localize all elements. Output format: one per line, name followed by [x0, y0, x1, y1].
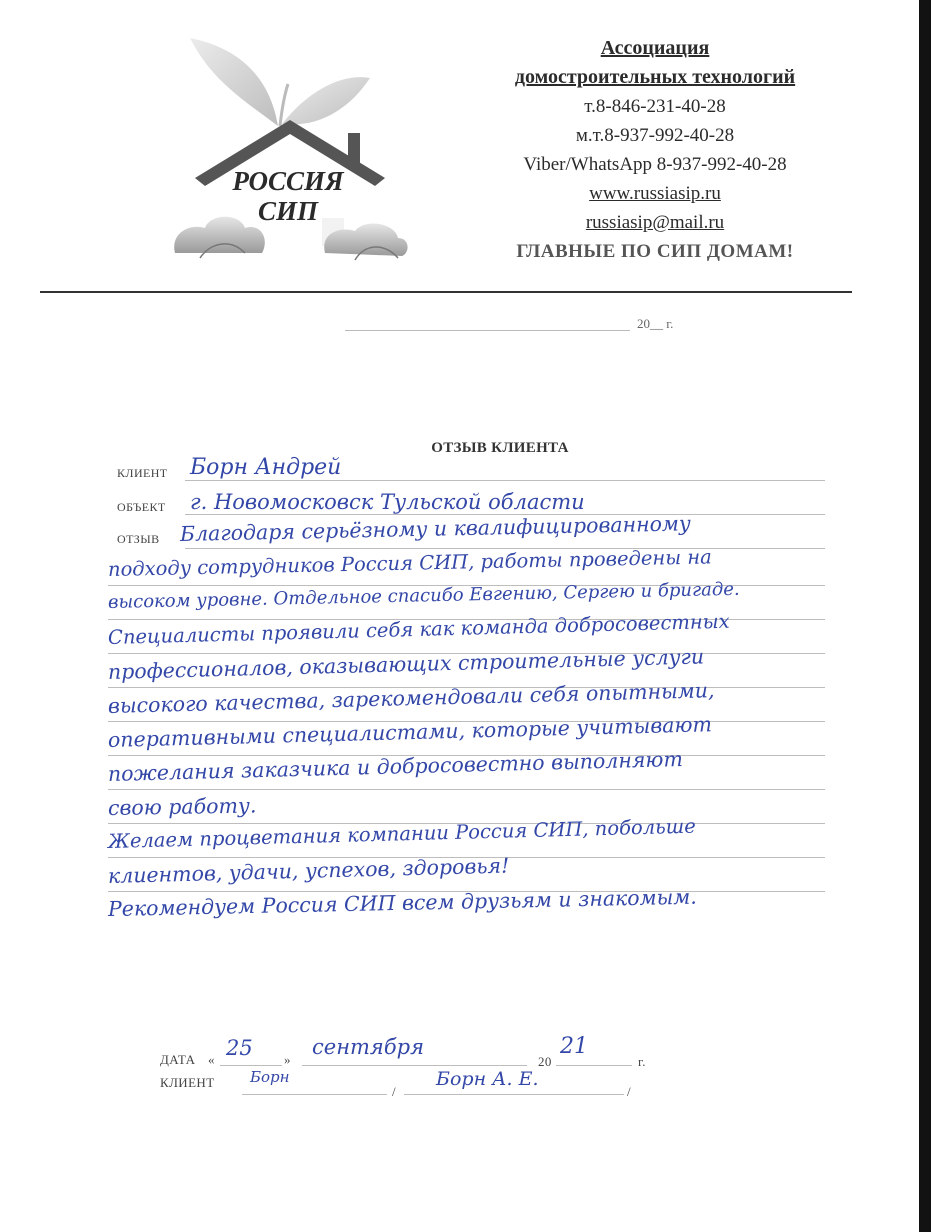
object-value: г. Новомосковск Тульской области: [190, 490, 585, 514]
messenger-number: Viber/WhatsApp 8-937-992-40-28: [523, 154, 787, 175]
review-line: [108, 789, 825, 790]
date-close-quote: »: [284, 1052, 291, 1067]
client-value: Борн Андрей: [190, 455, 342, 480]
logo-text-line2: СИП: [257, 196, 319, 226]
organization-name-line1: Ассоциация: [600, 37, 710, 59]
signature-client-label: КЛИЕНТ: [160, 1075, 215, 1090]
signature-line: [242, 1094, 387, 1095]
object-label: ОБЪЕКТ: [117, 500, 166, 514]
slogan: ГЛАВНЫЕ ПО СИП ДОМАМ!: [516, 241, 794, 262]
organization-name-line2: домостроительных технологий: [514, 66, 796, 88]
letterhead-contacts: [455, 34, 855, 266]
review-line-text: Специалисты проявили себя как команда добросовестных: [107, 609, 730, 649]
date-blank-line: [345, 314, 630, 331]
day-line: [220, 1065, 282, 1066]
review-line-text: свою работу.: [107, 793, 257, 820]
letterhead-divider: [40, 291, 852, 293]
review-label: ОТЗЫВ: [117, 532, 160, 546]
email-link[interactable]: russiasip@mail.ru: [585, 212, 725, 233]
year-unit: г.: [638, 1054, 646, 1069]
review-line-text: Желаем процветания компании Россия СИП, побольше: [107, 814, 696, 853]
review-line-text: пожелания заказчика и добросовестно выполняют: [107, 746, 684, 786]
client-label: КЛИЕНТ: [117, 466, 168, 480]
review-line-text: Рекомендуем Россия СИП всем друзьям и знакомым.: [107, 884, 698, 921]
client-name-line: [404, 1094, 624, 1095]
date-blank-suffix: 20__ г.: [637, 316, 674, 331]
client-printed-name: Борн А. Е.: [436, 1068, 539, 1090]
date-open-quote: «: [208, 1052, 215, 1067]
date-label: ДАТА: [160, 1052, 196, 1067]
year-prefix: 20: [538, 1054, 552, 1069]
review-line-text: Благодаря серьёзному и квалифицированному: [179, 511, 692, 546]
phone-number: т.8-846-231-40-28: [584, 96, 726, 117]
review-line-text: профессионалов, оказывающих строительные услуги: [107, 644, 705, 684]
signature-separator: /: [392, 1084, 397, 1099]
client-signature: Борн: [250, 1068, 290, 1086]
client-line: [185, 480, 825, 481]
review-line-text: высоком уровне. Отдельное спасибо Евгению, Сергею и бригаде.: [107, 578, 740, 613]
date-day-value: 25: [226, 1036, 253, 1060]
mobile-number: м.т.8-937-992-40-28: [575, 125, 735, 146]
logo-text-line1: РОССИЯ: [232, 166, 344, 196]
date-year-value: 21: [560, 1034, 588, 1059]
date-month-value: сентября: [312, 1035, 425, 1059]
form-title: ОТЗЫВ КЛИЕНТА: [431, 440, 569, 456]
house-with-leaves-logo-icon: [170, 28, 410, 268]
review-line-text: высокого качества, зарекомендовали себя опытными,: [107, 678, 715, 718]
review-line-text: клиентов, удачи, успехов, здоровья!: [107, 853, 510, 888]
scan-dark-edge: [919, 0, 931, 1232]
review-line-text: оперативными специалистами, которые учитывают: [107, 712, 713, 752]
review-line-text: подходу сотрудников Россия СИП, работы проведены на: [107, 545, 712, 581]
month-line: [302, 1065, 527, 1066]
signature-end-separator: /: [627, 1084, 632, 1099]
year-line: [556, 1065, 632, 1066]
website-link[interactable]: www.russiasip.ru: [589, 183, 721, 204]
